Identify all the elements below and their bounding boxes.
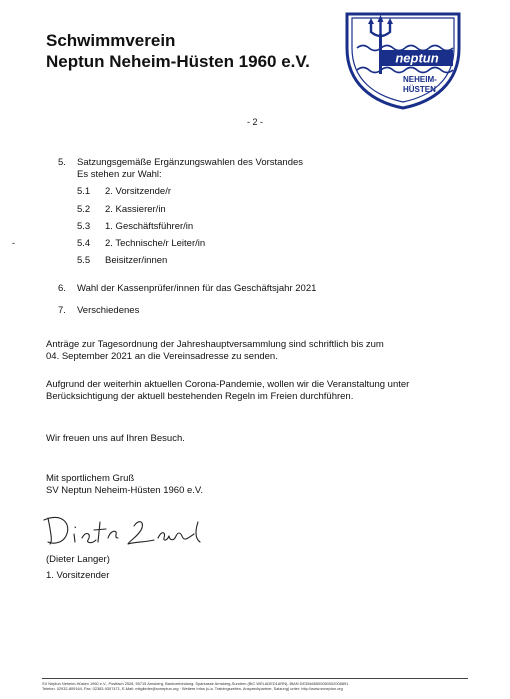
subitem-num: 5.3 [77,221,91,232]
margin-mark: - [12,238,15,248]
paragraph-2-line1: Aufgrund der weiterhin aktuellen Corona-Pandemie, wollen wir die Veranstaltung unter [46,379,410,390]
paragraph-2-line2: Berücksichtigung der aktuell bestehenden Regeln im Freien durchführen. [46,391,354,402]
page-number: - 2 - [246,117,263,127]
club-name-line2: Neptun Neheim-Hüsten 1960 e.V. [46,52,310,71]
footer-line1: SV Neptun Neheim-Hüsten 1960 e.V., Postfach 2528, 59715 Arnsberg, Bankverbindung: Sparkasse Arnsberg-Sundern (BIC WELADED1ARN), IBAN DE35466500050002008891 [42,681,349,686]
footer [42,681,468,691]
footer-line2: Telefon: 02932-809164, Fax: 02383-9307471, E-Mail: mitglieder@svneptun.org · Weitere Infos (u.a. Trainingszeiten, Ansprechpartner, Satzung) unter: http://www.svneptun.org [42,686,343,691]
closing-club: SV Neptun Neheim-Hüsten 1960 e.V. [46,485,204,496]
closing-greeting: Mit sportlichem Gruß [46,473,135,484]
agenda-text-7: Verschiedenes [77,305,140,316]
signer-name: (Dieter Langer) [46,554,110,565]
logo-word: neptun [395,50,439,66]
paragraph-1-line1: Anträge zur Tagesordnung der Jahreshauptversammlung sind schriftlich bis zum [46,339,384,350]
agenda-num-7: 7. [58,305,66,316]
neptun-shield-logo [343,10,463,110]
subitem-text: 2. Technische/r Leiter/in [105,238,206,249]
subitem-num: 5.4 [77,238,91,249]
paragraph-3: Wir freuen uns auf Ihren Besuch. [46,433,185,444]
subitem-text: Beisitzer/innen [105,255,168,266]
agenda-title-5: Satzungsgemäße Ergänzungswahlen des Vorstandes [77,157,304,168]
subitem-text: 1. Geschäftsführer/in [105,221,194,232]
club-name-header [46,30,310,72]
club-name-line1: Schwimmverein [46,31,176,50]
signer-role: 1. Vorsitzender [46,570,110,581]
subitem-text: 2. Vorsitzende/r [105,186,172,197]
agenda-num-5: 5. [58,157,66,168]
logo-place2: HÜSTEN [403,85,436,94]
agenda-text-6: Wahl der Kassenprüfer/innen für das Geschäftsjahr 2021 [77,283,317,294]
subitem-num: 5.2 [77,204,91,215]
paragraph-1-line2: 04. September 2021 an die Vereinsadresse zu senden. [46,351,278,362]
footer-divider [42,678,468,679]
logo-place1: NEHEIM- [403,75,437,84]
subitem-text: 2. Kassierer/in [105,204,166,215]
agenda-num-6: 6. [58,283,66,294]
agenda-intro-5: Es stehen zur Wahl: [77,169,162,180]
subitem-num: 5.1 [77,186,91,197]
signature-image [38,508,218,548]
subitem-num: 5.5 [77,255,91,266]
